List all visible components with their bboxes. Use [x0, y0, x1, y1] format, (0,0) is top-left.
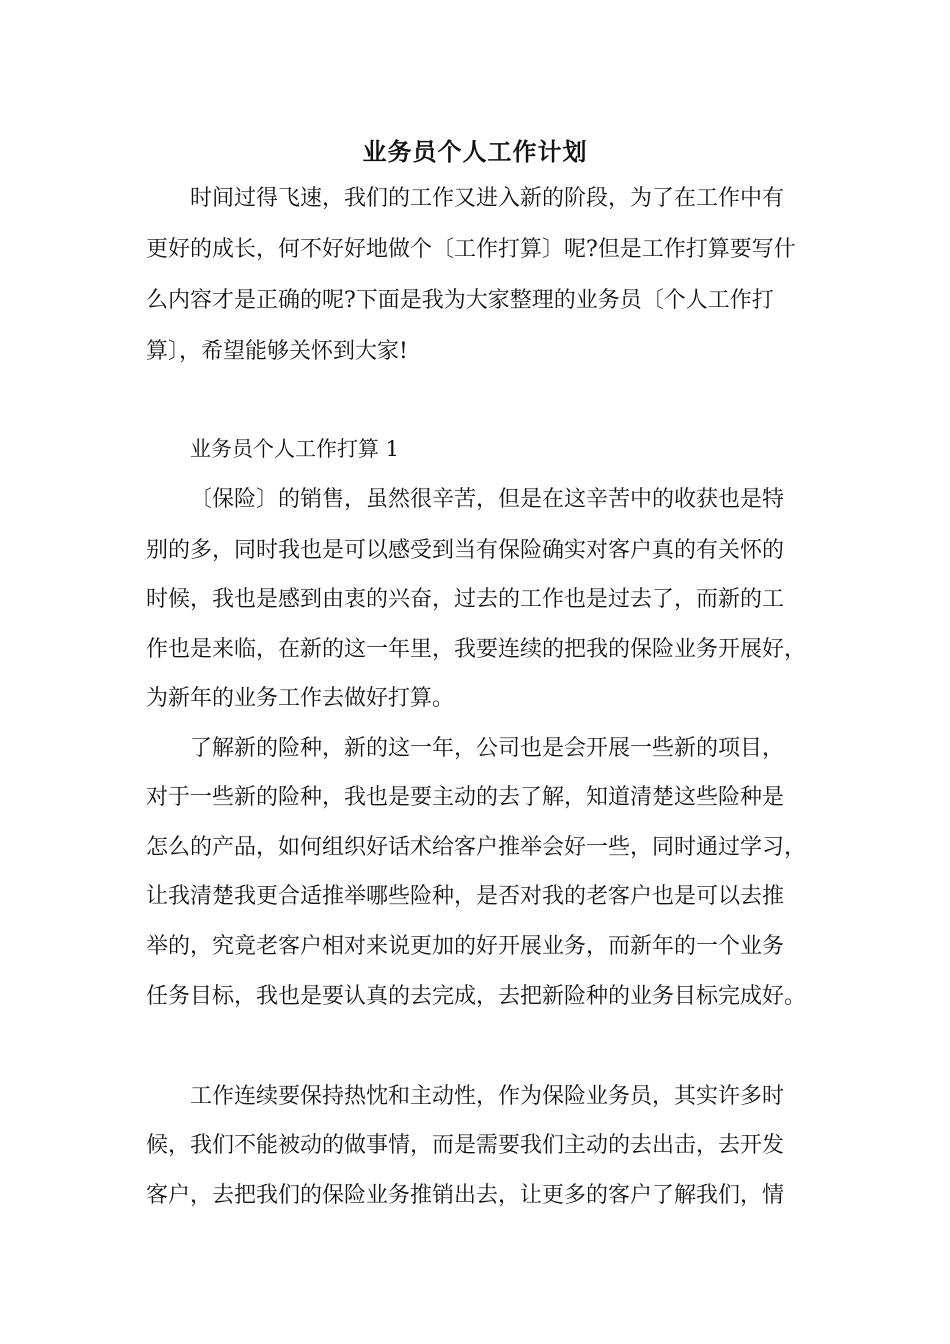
paragraph-line: 任务目标，我也是要认真的去完成，去把新险种的业务目标完成好。 [146, 984, 807, 1009]
intro-line: 算〕，希望能够关怀到大家! [146, 339, 408, 364]
paragraph-line: 怎么的产品，如何组织好话术给客户推举会好一些，同时通过学习， [146, 835, 807, 860]
intro-line: 时间过得飞速，我们的工作又进入新的阶段，为了在工作中有 [190, 186, 785, 211]
paragraph-line: 候，我们不能被动的做事情，而是需要我们主动的去出击，去开发 [146, 1133, 785, 1158]
intro-line: 么内容才是正确的呢?下面是我为大家整理的业务员〔个人工作打 [146, 288, 774, 313]
intro-line: 更好的成长，何不好好地做个〔工作打算〕呢?但是工作打算要写什 [146, 237, 796, 262]
paragraph-line: 时候，我也是感到由衷的兴奋，过去的工作也是过去了，而新的工 [146, 587, 785, 612]
paragraph-line: 客户，去把我们的保险业务推销出去，让更多的客户了解我们，情 [146, 1183, 785, 1208]
section-heading: 业务员个人工作打算 1 [190, 437, 400, 461]
paragraph-line: 作也是来临，在新的这一年里，我要连续的把我的保险业务开展好， [146, 637, 807, 662]
paragraph-line: 对于一些新的险种，我也是要主动的去了解，知道清楚这些险种是 [146, 785, 785, 810]
paragraph-line: 举的，究竟老客户相对来说更加的好开展业务，而新年的一个业务 [146, 934, 785, 959]
paragraph-line: 了解新的险种，新的这一年，公司也是会开展一些新的项目， [190, 736, 785, 761]
paragraph-line: 让我清楚我更合适推举哪些险种，是否对我的老客户也是可以去推 [146, 884, 785, 909]
paragraph-line: 〔保险〕的销售，虽然很辛苦，但是在这辛苦中的收获也是特 [190, 487, 785, 512]
paragraph-line: 工作连续要保持热忱和主动性，作为保险业务员，其实许多时 [190, 1084, 785, 1109]
document-title: 业务员个人工作计划 [362, 137, 588, 166]
paragraph-line: 别的多，同时我也是可以感受到当有保险确实对客户真的有关怀的 [146, 538, 785, 563]
paragraph-line: 为新年的业务工作去做好打算。 [146, 686, 455, 711]
